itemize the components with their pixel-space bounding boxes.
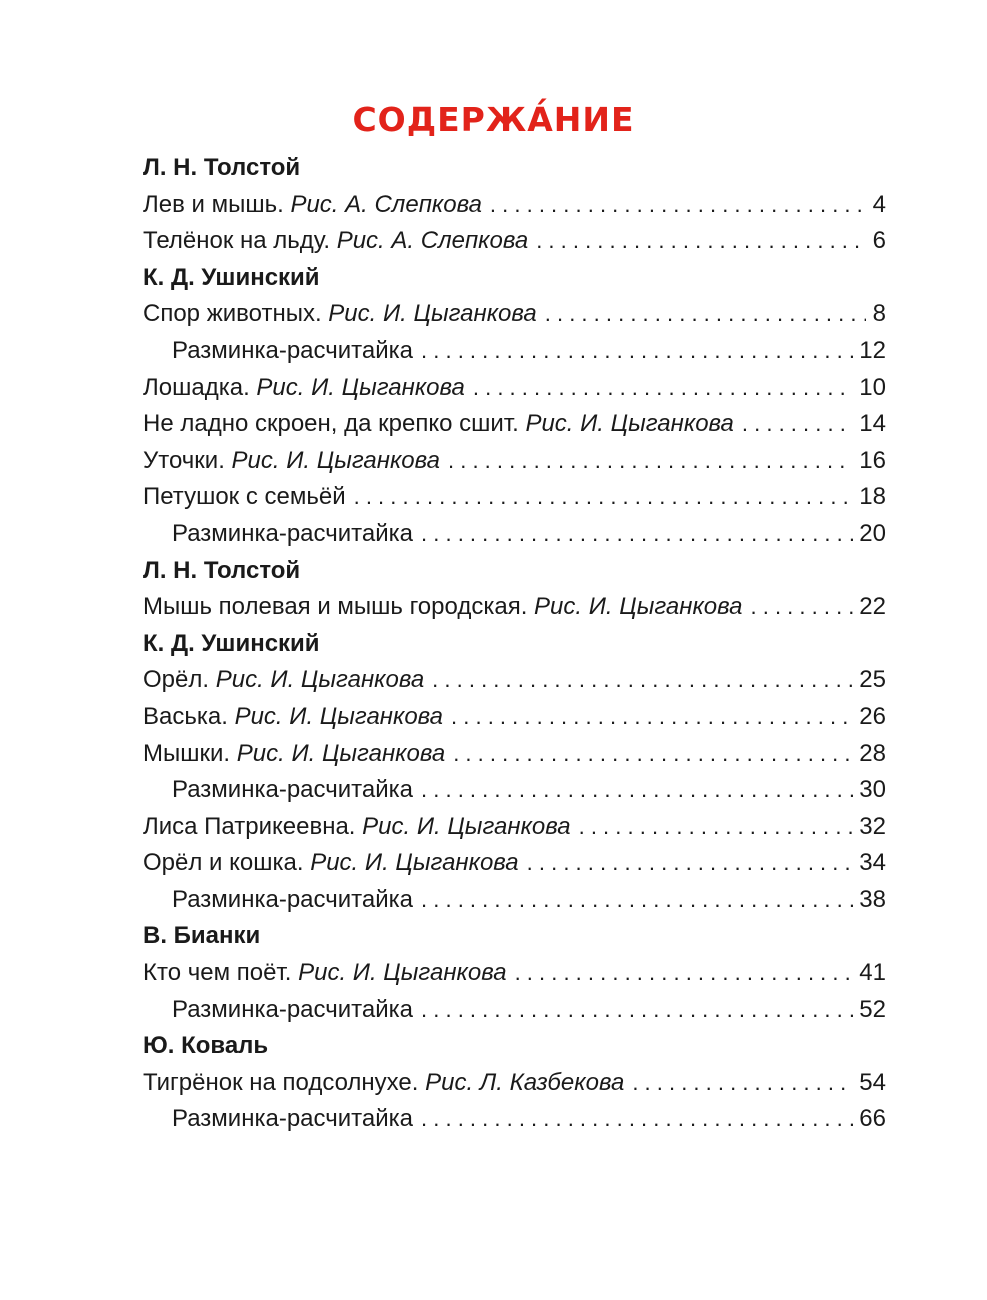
page-number: 66 [859, 1105, 886, 1133]
page-number: 22 [859, 593, 886, 621]
entry-title: Разминка-расчитайка [172, 995, 414, 1023]
toc-entry[interactable] [143, 589, 886, 626]
dot-leader [545, 296, 866, 333]
dot-leader [432, 662, 853, 699]
toc-subentry[interactable] [143, 992, 886, 1029]
entry-text [143, 187, 482, 224]
dot-leader [421, 772, 853, 809]
toc-subentry[interactable] [143, 516, 886, 553]
entry-illustrator: Рис. Л. Казбекова [425, 1068, 625, 1096]
entry-title: Кто чем поёт. [143, 959, 292, 987]
toc-entry[interactable] [143, 845, 886, 882]
entry-title: Разминка-расчитайка [172, 1105, 414, 1133]
dot-leader [536, 223, 866, 260]
page-number: 38 [859, 885, 886, 913]
toc-entry[interactable] [143, 443, 886, 480]
page-number: 10 [859, 373, 886, 401]
entry-text [143, 223, 528, 260]
page-number: 6 [872, 227, 886, 255]
page-number: 25 [859, 666, 886, 694]
entry-text [143, 845, 519, 882]
page-number: 14 [859, 410, 886, 438]
page-number: 34 [859, 849, 886, 877]
toc-entry[interactable] [143, 187, 886, 224]
page-number: 30 [859, 776, 886, 804]
entry-illustrator: Рис. И. Цыганкова [362, 812, 571, 840]
entry-text [143, 370, 465, 407]
entry-illustrator: Рис. И. Цыганкова [310, 849, 519, 877]
toc-entry[interactable] [143, 699, 886, 736]
toc-author-heading: Ю. Коваль [143, 1032, 269, 1060]
page-number: 32 [859, 812, 886, 840]
toc-entry[interactable] [143, 223, 886, 260]
entry-title: Лиса Патрикеевна. [143, 812, 356, 840]
entry-text [172, 992, 413, 1029]
dot-leader [451, 699, 853, 736]
page-number: 12 [859, 336, 886, 364]
entry-illustrator: Рис. И. Цыганкова [215, 666, 425, 694]
toc-entry[interactable] [143, 296, 886, 333]
entry-illustrator: Рис. И. Цыганкова [534, 593, 743, 621]
page-number: 16 [859, 446, 886, 474]
toc-entry[interactable] [143, 370, 886, 407]
toc-author-heading: Л. Н. Толстой [143, 154, 301, 181]
entry-illustrator: Рис. И. Цыганкова [231, 446, 440, 474]
entry-title: Не ладно скроен, да крепко сшит. [143, 410, 519, 438]
entry-illustrator: Рис. И. Цыганкова [256, 373, 465, 401]
dot-leader [354, 479, 854, 516]
entry-text [143, 589, 743, 626]
dot-leader [421, 333, 853, 370]
dot-leader [448, 443, 853, 480]
dot-leader [453, 736, 853, 773]
entry-text [143, 1065, 624, 1102]
dot-leader [515, 955, 854, 992]
page-number: 8 [872, 300, 886, 328]
entry-title: Орёл и кошка. [143, 849, 304, 877]
entry-title: Тигрёнок на подсолнухе. [143, 1068, 419, 1096]
toc-author-heading: Л. Н. Толстой [143, 556, 301, 584]
toc-entry[interactable] [143, 1065, 886, 1102]
entry-text [143, 406, 734, 443]
page-number: 52 [859, 995, 886, 1023]
dot-leader [527, 845, 854, 882]
toc-author-heading: В. Бианки [143, 922, 261, 950]
entry-title: Уточки. [143, 446, 225, 474]
entry-title: Разминка-расчитайка [172, 336, 414, 364]
page-number: 28 [859, 739, 886, 767]
entry-text [143, 699, 443, 736]
entry-text [143, 443, 440, 480]
dot-leader [421, 1101, 853, 1138]
page-number: 18 [859, 483, 886, 511]
toc-entry[interactable] [143, 662, 886, 699]
page-number: 26 [859, 702, 886, 730]
entry-illustrator: Рис. И. Цыганкова [328, 300, 537, 328]
entry-title: Лев и мышь. [143, 190, 284, 218]
entry-title: Спор животных. [143, 300, 322, 328]
toc-entry[interactable] [143, 809, 886, 846]
dot-leader [473, 370, 853, 407]
entry-text [143, 296, 537, 333]
entry-title: Лошадка. [143, 373, 250, 401]
entry-text [172, 882, 413, 919]
dot-leader [421, 516, 853, 553]
entry-title: Мышки. [143, 739, 231, 767]
entry-illustrator: Рис. И. Цыганкова [298, 959, 507, 987]
entry-title: Разминка-расчитайка [172, 776, 414, 804]
entry-illustrator: Рис. И. Цыганкова [525, 410, 734, 438]
entry-text [143, 479, 346, 516]
entry-title: Петушок с семьёй [143, 483, 346, 511]
page-number: 20 [859, 519, 886, 547]
entry-text [172, 1101, 413, 1138]
toc-subentry[interactable] [143, 333, 886, 370]
entry-illustrator: Рис. И. Цыганкова [236, 739, 446, 767]
dot-leader [751, 589, 854, 626]
page-number: 41 [859, 959, 886, 987]
dot-leader [421, 992, 853, 1029]
dot-leader [421, 882, 853, 919]
entry-title: Разминка-расчитайка [172, 885, 414, 913]
toc-subentry[interactable] [143, 772, 886, 809]
dot-leader [632, 1065, 853, 1102]
toc-subentry[interactable] [143, 882, 886, 919]
page-number: 54 [859, 1068, 886, 1096]
page-number: 4 [872, 190, 886, 218]
dot-leader [742, 406, 853, 443]
toc-subentry[interactable] [143, 1101, 886, 1138]
entry-title: Васька. [143, 702, 228, 730]
entry-illustrator: Рис. А. Слепкова [290, 190, 482, 218]
entry-illustrator: Рис. А. Слепкова [336, 227, 529, 255]
toc-entry[interactable] [143, 406, 886, 443]
entry-text [172, 772, 413, 809]
entry-title: Мышь полевая и мышь городская. [143, 593, 528, 621]
toc-entry[interactable] [143, 955, 886, 992]
dot-leader [579, 809, 854, 846]
page-title: СОДЕРЖА́НИЕ [352, 100, 635, 139]
dot-leader [490, 187, 866, 224]
table-of-contents [143, 150, 886, 1138]
entry-title: Орёл. [143, 666, 210, 694]
entry-text [143, 662, 424, 699]
entry-text [172, 333, 413, 370]
toc-entry[interactable] [143, 736, 886, 773]
toc-author-heading: К. Д. Ушинский [143, 263, 320, 291]
entry-text [172, 516, 413, 553]
entry-title: Разминка-расчитайка [172, 519, 414, 547]
toc-entry[interactable] [143, 479, 886, 516]
toc-author-heading: К. Д. Ушинский [143, 629, 320, 657]
entry-illustrator: Рис. И. Цыганкова [234, 702, 444, 730]
entry-text [143, 809, 571, 846]
entry-title: Телёнок на льду. [143, 227, 331, 255]
entry-text [143, 955, 507, 992]
entry-text [143, 736, 445, 773]
